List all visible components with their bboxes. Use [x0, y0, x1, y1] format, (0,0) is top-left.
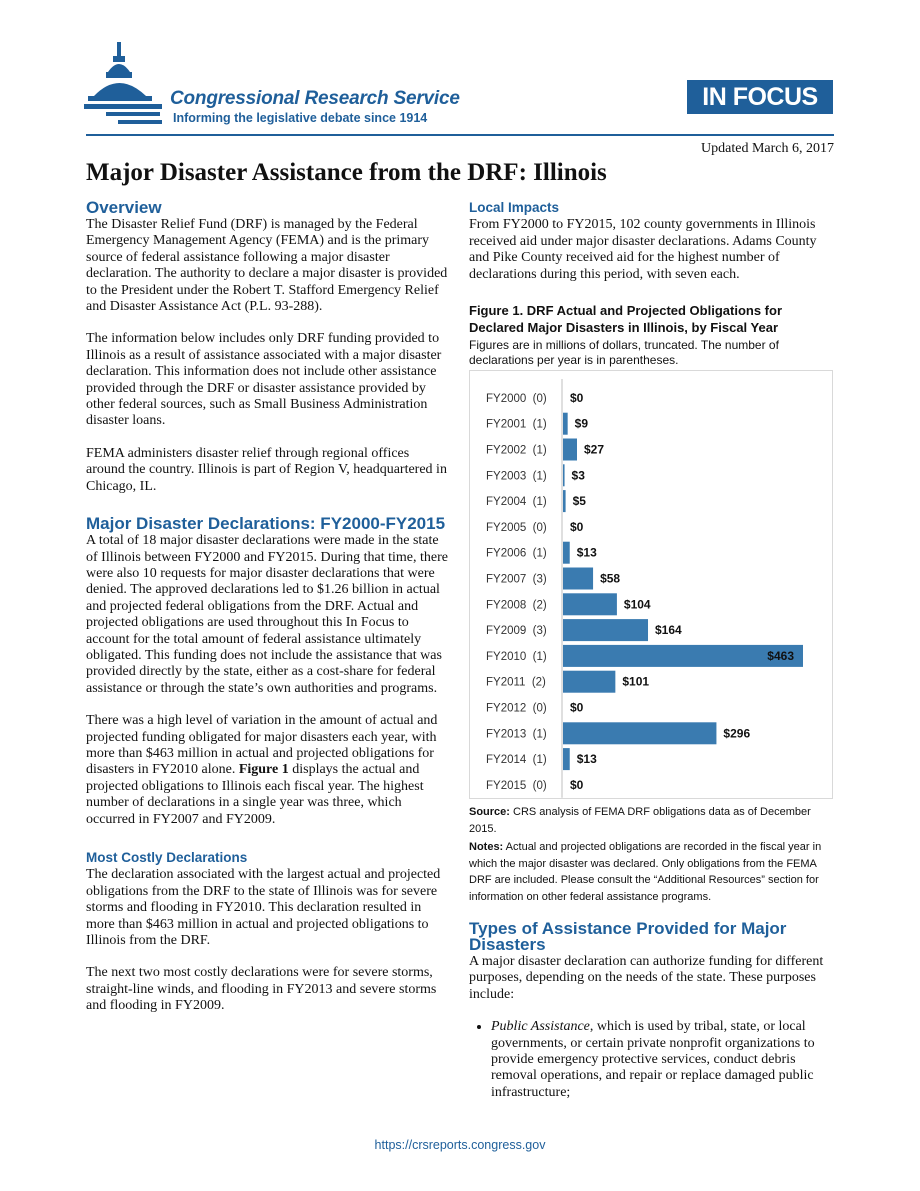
category-label: FY2001 (1)	[486, 418, 547, 431]
bar	[563, 619, 648, 641]
in-focus-badge: IN FOCUS	[687, 80, 833, 114]
bar	[563, 748, 570, 770]
figure-title: Figure 1. DRF Actual and Projected Obligations for Declared Major Disasters in Illinois, by Fiscal Year	[469, 303, 782, 336]
bar	[563, 542, 570, 564]
data-label: $9	[574, 416, 589, 431]
org-tagline: Informing the legislative debate since 1914	[173, 111, 428, 125]
bar	[563, 722, 716, 744]
data-label: $27	[583, 442, 605, 457]
bar	[563, 413, 568, 435]
category-label: FY2014 (1)	[486, 754, 547, 767]
overview-paragraph-1: The Disaster Relief Fund (DRF) is managed by the Federal Emergency Management Agency (FEMA) and is the primary source of federal assistance following a major disaster declaration. The authority to declare a major disaster is provided to the President under the Robert T. Stafford Emergency Relief and Disaster Assistance Act (P.L. 93-288).	[86, 217, 448, 315]
figure-source: Source: CRS analysis of FEMA DRF obligations data as of December 2015.	[469, 806, 811, 835]
left-column	[86, 200, 448, 1031]
category-label: FY2002 (1)	[486, 444, 547, 457]
category-label: FY2010 (1)	[486, 650, 547, 663]
figure-reference: Figure 1	[238, 762, 289, 778]
assistance-list	[469, 1019, 834, 1101]
figure-notes: Notes: Actual and projected obligations are recorded in the fiscal year in which the major disaster was declared. Only obligations from the FEMA DRF are included. Please consult the “Additional Resources” section for information on other federal assistance programs.	[469, 841, 822, 903]
category-label: FY2009 (3)	[486, 625, 547, 638]
updated-date: Updated March 6, 2017	[701, 141, 834, 156]
data-label: $5	[572, 494, 586, 509]
overview-heading: Overview	[86, 198, 162, 217]
data-label: $104	[623, 597, 651, 612]
list-item: • Public Assistance, which is used by tribal, state, or local governments, or certain private nonprofit organizations to provide emergency protective services, conduct debris removal operations, and repair or replace damaged public infrastructure;	[491, 1019, 834, 1101]
bar	[563, 490, 566, 512]
org-name: Congressional Research Service	[170, 88, 460, 109]
data-label: $296	[723, 726, 751, 741]
overview-paragraph-2: The information below includes only DRF funding provided to Illinois as a result of assistance associated with a major disaster declaration. This information does not include other assistance provided through the DRF or disaster assistance provided by other federal sources, such as Small Business Administration disaster loans.	[86, 331, 442, 429]
bar	[563, 568, 593, 590]
overview-paragraph-3: FEMA administers disaster relief through regional offices around the country. Illinois is part of Region V, headquartered in Chicago, IL.	[86, 445, 447, 494]
declarations-heading: Major Disaster Declarations: FY2000-FY2015	[86, 514, 446, 534]
local-impacts-paragraph: From FY2000 to FY2015, 102 county governments in Illinois received aid under major disaster declarations. Adams County and Pike County received aid for the highest number of declarations during this period, with seven each.	[469, 217, 817, 282]
costly-paragraph-2: The next two most costly declarations were for severe storms, straight-line winds, and flooding in FY2013 and severe storms and flooding in FY2009.	[86, 965, 437, 1014]
data-label: $0	[570, 519, 584, 534]
bar	[563, 671, 615, 693]
obligations-bar-chart	[470, 371, 832, 798]
figure-subtitle: Figures are in millions of dollars, truncated. The number of declarations per year is in parentheses.	[469, 338, 779, 367]
data-label: $13	[576, 545, 597, 560]
declarations-paragraph-2: There was a high level of variation in the amount of actual and projected funding obligated for major disasters each year, with more than $463 million in actual and projected obligations for disasters in FY2010 alone. Figure 1 displays the actual and projected obligations to Illinois each fiscal year. The highest number of declarations in a single year was three, which occurred in FY2007 and FY2009.	[86, 713, 438, 827]
data-label: $0	[570, 777, 584, 792]
costly-heading: Most Costly Declarations	[86, 850, 248, 865]
data-label: $3	[571, 468, 585, 483]
right-column	[469, 200, 834, 1101]
bar	[563, 593, 617, 615]
types-heading: Types of Assistance Provided for Major Disasters	[469, 919, 787, 955]
data-label: $101	[622, 674, 650, 689]
data-label: $58	[600, 571, 621, 586]
category-label: FY2013 (1)	[486, 728, 547, 741]
bar	[563, 439, 577, 461]
data-label: $0	[570, 390, 584, 405]
category-label: FY2005 (0)	[486, 521, 547, 534]
category-label: FY2008 (2)	[486, 599, 547, 612]
figure-chart-frame	[469, 370, 833, 799]
category-label: FY2012 (0)	[486, 702, 547, 715]
page-title: Major Disaster Assistance from the DRF: Illinois	[86, 159, 607, 186]
category-label: FY2015 (0)	[486, 779, 547, 792]
category-label: FY2000 (0)	[486, 392, 547, 405]
footer-url[interactable]: https://crsreports.congress.gov	[374, 1138, 546, 1152]
local-impacts-heading: Local Impacts	[469, 200, 560, 215]
declarations-paragraph-1: A total of 18 major disaster declarations were made in the state of Illinois between FY2000 and FY2015. During that time, there were also 10 requests for major disaster declarations that were denied. The approved declarations led to $1.26 billion in actual and projected federal obligations from the DRF. Actual and projected obligations are used throughout this In Focus to account for the total amount of federal assistance ultimately obligated. This funding does not include the assistance that was provided directly by the state, either as a cost-share for federal assistance or through the state’s own authorities and programs.	[86, 533, 448, 696]
types-paragraph: A major disaster declaration can authorize funding for different purposes, depending on the needs of the state. These purposes include:	[469, 954, 824, 1002]
category-label: FY2003 (1)	[486, 470, 547, 483]
data-label: $0	[570, 700, 584, 715]
costly-paragraph-1: The declaration associated with the largest actual and projected obligations from the DRF to the state of Illinois was for severe storms and flooding in FY2010. This declaration resulted in more than $463 million in actual and projected obligations to Illinois from the DRF.	[86, 867, 441, 949]
category-label: FY2007 (3)	[486, 573, 547, 586]
data-label: $463	[767, 648, 794, 663]
category-label: FY2006 (1)	[486, 547, 547, 560]
data-label: $164	[655, 623, 682, 638]
category-label: FY2004 (1)	[486, 496, 547, 509]
bar	[563, 464, 565, 486]
header-rule	[86, 134, 834, 136]
category-label: FY2011 (2)	[486, 676, 546, 689]
data-label: $13	[576, 752, 597, 767]
